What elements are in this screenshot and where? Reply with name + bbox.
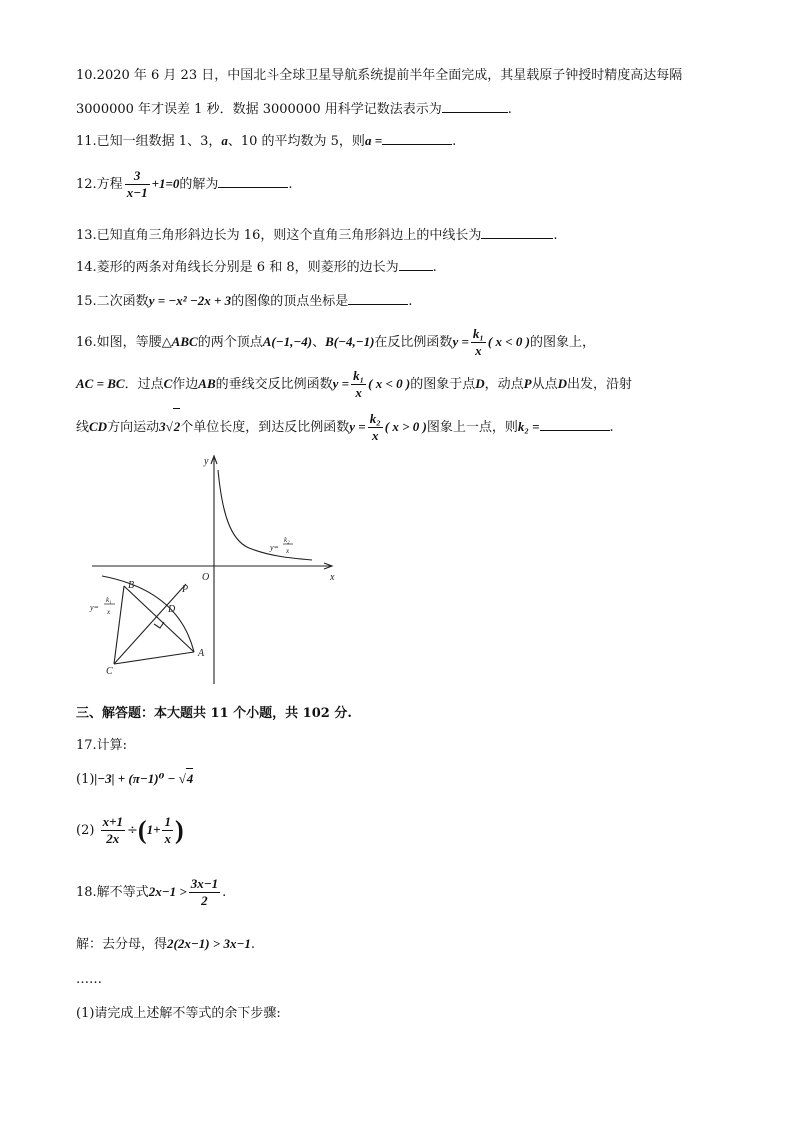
q16-l3a: 线	[76, 420, 90, 435]
q17-paren-open: (	[137, 815, 147, 845]
q18	[76, 872, 226, 913]
q15-end: .	[408, 294, 413, 309]
label-d: D	[168, 604, 176, 615]
q16-p3: 在反比例函数	[374, 335, 453, 350]
q17-paren-close: )	[174, 815, 184, 845]
q16-root: 2	[173, 408, 181, 445]
q12-fraction	[125, 168, 150, 201]
label-k2-x: x	[286, 547, 290, 555]
q12-num: 3	[125, 168, 150, 185]
label-y-axis: y	[204, 456, 209, 467]
q16-l3b: 方向运动	[107, 420, 160, 435]
q17-root-sign: √	[178, 771, 186, 786]
q15	[76, 290, 412, 312]
q16-x: x	[475, 343, 482, 358]
q14-answer-blank[interactable]	[399, 256, 433, 271]
q11-answer-blank[interactable]	[382, 130, 452, 145]
q16-l2d: 的垂线交反比例函数	[215, 377, 333, 392]
q10-text: 3000000 年才误差 1 秒．数据 3000000 用科学记数法表示为	[76, 102, 442, 117]
q10-end: .	[507, 102, 512, 117]
q16-k1-fraction-2	[351, 368, 366, 401]
q16-p: P	[523, 376, 532, 391]
q16-p2: 的两个顶点	[197, 335, 263, 350]
label-k1: k₁	[106, 596, 112, 604]
segment-cd	[114, 584, 189, 664]
q11-a2: a	[364, 133, 372, 148]
q16-x-2: x	[355, 385, 362, 400]
q17-p2-num: x+1	[102, 814, 123, 829]
q16-l2g: 从点	[531, 377, 558, 392]
segment-ab	[124, 586, 194, 652]
label-origin: O	[202, 572, 210, 583]
q18-sol-end: .	[250, 937, 255, 952]
q11-end: .	[452, 134, 457, 149]
q16-answer-blank[interactable]	[540, 416, 610, 431]
q12-end: .	[288, 177, 293, 192]
label-c: C	[106, 666, 113, 677]
q16-k1: k₁	[472, 326, 484, 341]
q10-answer-blank[interactable]	[442, 98, 508, 113]
q17-p2-den: 2x	[106, 831, 120, 846]
q18-prefix: 18.解不等式	[76, 885, 149, 900]
q16-l2c: 作边	[172, 377, 199, 392]
q14-text: 14.菱形的两条对角线长分别是 6 和 8，则菱形的边长为	[76, 260, 399, 275]
section3-title: 三、解答题：本大题共 11 个小题，共 102 分.	[76, 706, 352, 721]
label-y-eq-k2: y=	[270, 543, 279, 552]
q13-answer-blank[interactable]	[481, 224, 553, 239]
q13-end: .	[553, 228, 558, 243]
q16-l2e: 的图象于点	[410, 377, 476, 392]
q11-eq: =	[371, 133, 383, 148]
q12-den: x−1	[126, 185, 148, 200]
q16-cond1: ( x < 0 )	[487, 334, 530, 349]
label-x-axis: x	[330, 572, 335, 583]
q18-fraction	[189, 876, 220, 909]
hyperbola-k2-curve	[218, 470, 312, 560]
q17-part1	[76, 768, 193, 790]
q13	[76, 224, 558, 246]
q17-p2-num2: 1	[164, 814, 171, 829]
q15-prefix: 15.二次函数	[76, 294, 149, 309]
q17-title: 17.计算:	[76, 738, 128, 753]
q18-dots: ……	[76, 972, 102, 987]
q16-k2-eq: k₂ =	[517, 419, 540, 434]
q17-p1-root: 4	[186, 768, 194, 789]
q17-div: ÷	[126, 823, 138, 838]
q16-d2: D	[557, 376, 567, 391]
q16-cond2: ( x > 0 )	[384, 419, 427, 434]
q16-ac-bc: AC = BC	[76, 376, 125, 391]
q16-x-3: x	[371, 428, 379, 443]
hyperbola-k1-curve	[102, 576, 194, 652]
q16-sep: 、	[312, 335, 326, 350]
q16-figure	[84, 452, 344, 688]
q16-triangle: △ABC	[161, 334, 198, 349]
q10-line1: 10.2020 年 6 月 23 日，中国北斗全球卫星导航系统提前半年全面完成，其星载原子钟授时精度高达每隔	[76, 68, 683, 83]
q18-solution	[76, 934, 255, 955]
segment-bc	[114, 586, 124, 664]
q17-p2-frac1	[101, 814, 125, 847]
q16-l3c: 个单位长度，到达反比例函数	[180, 420, 350, 435]
label-p: P	[182, 584, 189, 595]
q18-lhs: 2x−1 >	[148, 884, 187, 899]
q17-p2-label: (2)	[76, 823, 95, 838]
q17-p2-frac2	[162, 814, 173, 847]
q13-text: 13.已知直角三角形斜边长为 16，则这个直角三角形斜边上的中线长为	[76, 228, 482, 243]
q12	[76, 166, 293, 203]
q16-y3: y =	[349, 419, 366, 434]
q11-text: 11.已知一组数据 1、3，	[76, 134, 222, 149]
q17-p1-expr: |−3| + (π−1)⁰ −	[94, 771, 179, 786]
q17-p2-den2: x	[164, 831, 171, 846]
q14	[76, 256, 437, 278]
q12-rest: +1=0	[151, 176, 180, 191]
q15-answer-blank[interactable]	[348, 290, 408, 305]
label-b: B	[128, 580, 135, 591]
q17-part2	[76, 810, 184, 851]
q16-end: .	[609, 420, 614, 435]
q16-k1-2: k₁	[353, 368, 365, 383]
segment-ca	[114, 652, 194, 664]
q16-line3	[76, 408, 614, 446]
q16-point-b: B(−4,−1)	[325, 334, 375, 349]
q16-p1: 16.如图，等腰	[76, 335, 162, 350]
q11-text2: 、10 的平均数为 5，则	[227, 134, 365, 149]
q12-suffix: 的解为	[179, 177, 219, 192]
q12-answer-blank[interactable]	[218, 173, 288, 188]
q16-k2-fraction	[368, 411, 383, 444]
q16-coef: 3	[159, 419, 166, 434]
q16-cond1-2: ( x < 0 )	[368, 376, 411, 391]
q16-line1	[76, 324, 595, 361]
q16-l2h: 出发，沿射	[567, 377, 633, 392]
label-k2: k₂	[284, 536, 290, 544]
q16-y2: y =	[332, 376, 350, 391]
q16-k2: k₂	[369, 411, 381, 426]
q10-line2	[76, 98, 512, 120]
q16-line2	[76, 366, 632, 403]
q18-num: 3x−1	[190, 876, 219, 891]
q16-p4: 的图象上，	[530, 335, 596, 350]
q16-ab: AB	[198, 376, 216, 391]
q16-root-sign: √	[165, 419, 173, 434]
label-y-eq-k1: y=	[90, 603, 99, 612]
q11-a: a	[221, 133, 228, 148]
q16-k1-fraction	[471, 326, 486, 359]
q16-l3d: 图象上一点，则	[426, 420, 518, 435]
q11	[76, 130, 456, 152]
q17-one: 1+	[146, 822, 161, 837]
label-k1-x: x	[107, 608, 111, 616]
q18-end: .	[222, 885, 227, 900]
q16-y: y =	[452, 334, 469, 349]
q14-end: .	[432, 260, 437, 275]
q18-den: 2	[201, 893, 208, 908]
q16-l2b: ．过点	[124, 377, 164, 392]
q12-prefix: 12.方程	[76, 177, 123, 192]
q18-sol-prefix: 解：去分母，得	[76, 937, 168, 952]
q15-suffix: 的图像的顶点坐标是	[231, 294, 349, 309]
q18-sol-expr: 2(2x−1) > 3x−1	[167, 936, 251, 951]
q16-cd: CD	[89, 419, 108, 434]
q15-expr: y = −x² −2x + 3	[148, 293, 232, 308]
q17-p1-label: (1)	[76, 772, 95, 787]
q16-l2f: ，动点	[484, 377, 524, 392]
q16-point-a: A(−1,−4)	[262, 334, 313, 349]
q18-part1: (1)请完成上述解不等式的余下步骤:	[76, 1006, 281, 1021]
q16-d: D	[475, 376, 485, 391]
q16-c: C	[163, 376, 173, 391]
label-a: A	[198, 648, 205, 659]
